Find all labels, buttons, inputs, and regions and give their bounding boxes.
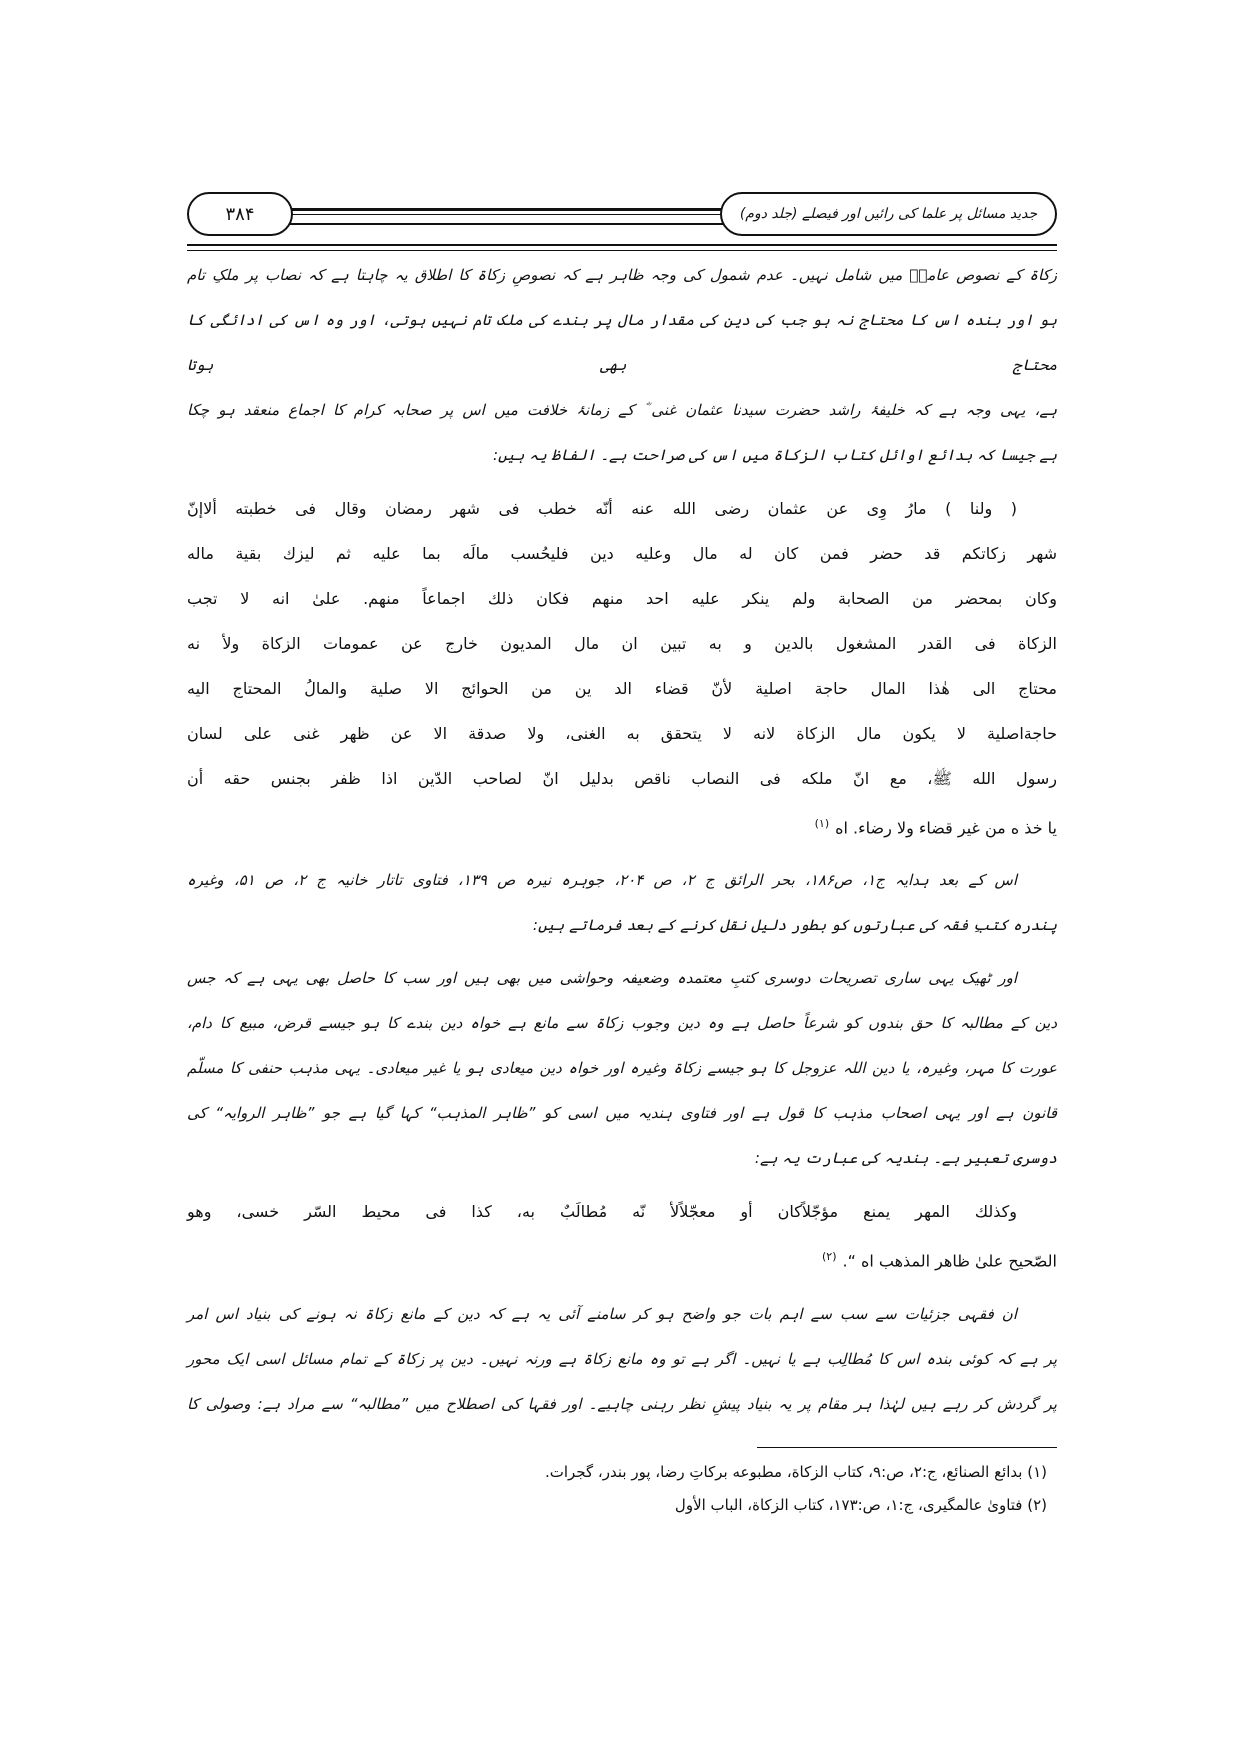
text-line <box>187 486 1057 531</box>
text-line-content: قانون ہے اور یہی اصحاب مذہب کا قول ہے اور فتاوی ہندیہ میں اسی کو ”ظاہر المذہب“ کہا گیا ہے جو ”ظاہر الروایہ“ کی <box>187 1104 1057 1123</box>
text-line <box>187 433 1057 478</box>
page-number-badge <box>187 192 293 236</box>
footnote-item: (٢) فتاویٰ عالمگيری، ج:١، ص:١٧٣، كتاب الزكاة، الباب الأول <box>674 1495 1047 1514</box>
text-line <box>187 801 1057 850</box>
text-line-content: يا خذ ه من غير قضاء ولا رضاء. اه <box>835 818 1057 838</box>
text-line-content: دین کے مطالبہ کا حق بندوں کو شرعاً حاصل ہے وہ دین وجوب زکاۃ سے مانع ہے خواہ دین بندے کا ہو جیسے قرض، مبیع کا دام، <box>187 1014 1057 1033</box>
text-line <box>187 531 1057 576</box>
header-rule <box>187 244 1057 251</box>
urdu-paragraph <box>187 858 1057 948</box>
text-line <box>187 298 1057 388</box>
text-line-content: پر گردش کر رہے ہیں لہٰذا ہر مقام پر یہ بنیاد پیشِ نظر رہنی چاہیے۔ اور فقہا کی اصطلاح میں ”مطالبہ“ سے مراد ہے: وصولی کا <box>187 1394 1057 1413</box>
text-line <box>187 903 1057 948</box>
page-number: ۳۸۴ <box>225 203 255 225</box>
text-line <box>187 1136 1057 1181</box>
text-line <box>187 1234 1057 1283</box>
text-line <box>187 576 1057 621</box>
text-line-content: عورت کا مہر، وغیرہ، یا دین اللہ عزوجل کا ہو جیسے زکاۃ وغیرہ اور خواہ دین میعادی ہو یا غیر میعادی۔ یہی مذہب حنفی کا مسلّم <box>187 1059 1057 1078</box>
text-line <box>187 756 1057 801</box>
text-line-content: پندرہ کتبِ فقہ کی عبارتوں کو بطور دلیل نقل کرنے کے بعد فرماتے ہیں: <box>532 916 1057 935</box>
text-line <box>187 621 1057 666</box>
header-divider-lines <box>287 208 727 225</box>
footnote-marker[interactable]: (١) <box>814 817 830 830</box>
text-line-content: حاجةاصلية لا يكون مال الزكاة لانه لا يتحقق به الغنى، ولا صدقة الا عن ظهر غنى علی لسان <box>187 724 1057 743</box>
text-line <box>187 388 1057 433</box>
text-line-content: زکاۃ کے نصوص عامہؔ میں شامل نہیں۔ عدم شمول کی وجہ ظاہر ہے کہ نصوصِ زکاۃ کا اطلاق یہ چاہتا ہے کہ نصاب پر ملکِ تام <box>187 266 1057 284</box>
footnote-rule <box>757 1447 1057 1448</box>
text-line <box>187 666 1057 711</box>
text-line <box>187 253 1057 298</box>
text-line-content: الصّحيح علیٰ ظاهر المذهب اه “. <box>842 1251 1057 1271</box>
text-line-content: اس کے بعد ہدایہ ج۱، ص۱۸۶، بحر الرائق ج ۲، ص ۲۰۴، جوہرہ نیرہ ص ۱۳۹، فتاوی تاتار خانیہ ج ۲، ص ۵۱، وغیرہ <box>187 871 1017 890</box>
page-body <box>187 253 1057 1427</box>
text-line-content: اور ٹھیک یہی ساری تصریحات دوسری کتبِ معتمدہ وضعیفہ وحواشی میں بھی ہیں اور سب کا حاصل بھی یہی ہے کہ جس <box>187 969 1017 988</box>
text-line-content: دوسری تعبیر ہے۔ ہندیہ کی عبارت یہ ہے: <box>754 1149 1057 1168</box>
text-line-content: ہے جیسا کہ بدائع اوائل کتاب الزکاۃ میں اس کی صراحت ہے۔ الفاظ یہ ہیں: <box>493 446 1057 464</box>
text-line-content: رسول الله ﷺ، مع انّ ملكه فی النصاب ناقص بدليل انّ لصاحب الدّين اذا ظفر بجنس حقه أن <box>187 769 1057 788</box>
text-line-content: پر ہے کہ کوئی بندہ اس کا مُطالِب ہے یا نہیں۔ اگر ہے تو وہ مانع زکاۃ ہے ورنہ نہیں۔ دین پر زکاۃ کے تمام مسائل اسی ایک محور <box>187 1349 1057 1368</box>
urdu-paragraph <box>187 1292 1057 1427</box>
text-line-content: وكذلك المهر يمنع مؤجّلاًكان أو معجّلاًلأ نّه مُطالَبٌ به، كذا فی محيط السّر خسی، وهو <box>187 1202 1017 1222</box>
text-line <box>187 1337 1057 1382</box>
text-line <box>187 1382 1057 1427</box>
text-line <box>187 956 1057 1001</box>
text-line-content: ( ولنا ) مارُ وِی عن عثمان رضی الله عنه أنّه خطب فی شهر رمضان وقال فی خطبته ألاإنّ <box>187 499 1017 518</box>
text-line <box>187 858 1057 903</box>
footnote-marker[interactable]: (٢) <box>822 1250 837 1264</box>
text-line-content: ہے، یہی وجہ ہے کہ خلیفۂ راشد حضرت سیدنا عثمان غنی ؓ کے زمانۂ خلافت میں اس پر صحابہ کرام کا اجماع منعقد ہو چکا <box>187 401 1057 419</box>
text-line <box>187 1001 1057 1046</box>
text-line <box>187 1046 1057 1091</box>
text-line-content: محتاج الی هٰذا المال حاجة اصلية لأنّ قضاء الد ين من الحوائج الا صلية والمالُ المحتاج اليه <box>187 679 1057 698</box>
text-line-content: الزكاة فی القدر المشغول بالدين و به تبين ان مال المديون خارج عن عمومات الزكاة ولأ نه <box>187 634 1057 653</box>
page-main <box>187 253 1057 1522</box>
text-line-content: ہو اور بندہ اس کا محتاج نہ ہو جب کی دین کی مقدار مال پر بندے کی ملک تام نہیں ہوتی، اور وہ اس کی ادائگی کا محتاج بھی ہوتا <box>187 311 1057 374</box>
urdu-paragraph <box>187 253 1057 478</box>
footnote-item: (١) بدائع الصنائع، ج:٢، ص:٩، كتاب الزكاة، مطبوعه بركاتِ رضا، پور بندر، گجرات. <box>544 1462 1047 1481</box>
footnotes <box>187 1456 1057 1522</box>
text-line <box>187 1292 1057 1337</box>
text-line-content: وكان بمحضر من الصحابة ولم ينكر عليه احد منهم فكان ذلك اجماعاً منهم. علیٰ انه لا تجب <box>187 589 1057 608</box>
text-line-content: شهر زكاتكم قد حضر فمن كان له مال وعليه دين فليحُسب مالَه بما عليه ثم ليزك بقية ماله <box>187 544 1057 563</box>
arabic-quote-paragraph <box>187 486 1057 850</box>
book-title-badge <box>720 192 1057 236</box>
arabic-quote-paragraph <box>187 1189 1057 1283</box>
urdu-paragraph <box>187 956 1057 1181</box>
text-line <box>187 1189 1057 1234</box>
text-line <box>187 711 1057 756</box>
book-title: جدید مسائل پر علما کی رائیں اور فیصلے (جلد دوم) <box>739 206 1038 222</box>
text-line <box>187 1091 1057 1136</box>
running-header <box>187 192 1057 240</box>
text-line-content: ان فقہی جزئیات سے سب سے اہم بات جو واضح ہو کر سامنے آئی یہ ہے کہ دین کے مانع زکاۃ نہ ہونے کی بنیاد اس امر <box>187 1304 1017 1323</box>
